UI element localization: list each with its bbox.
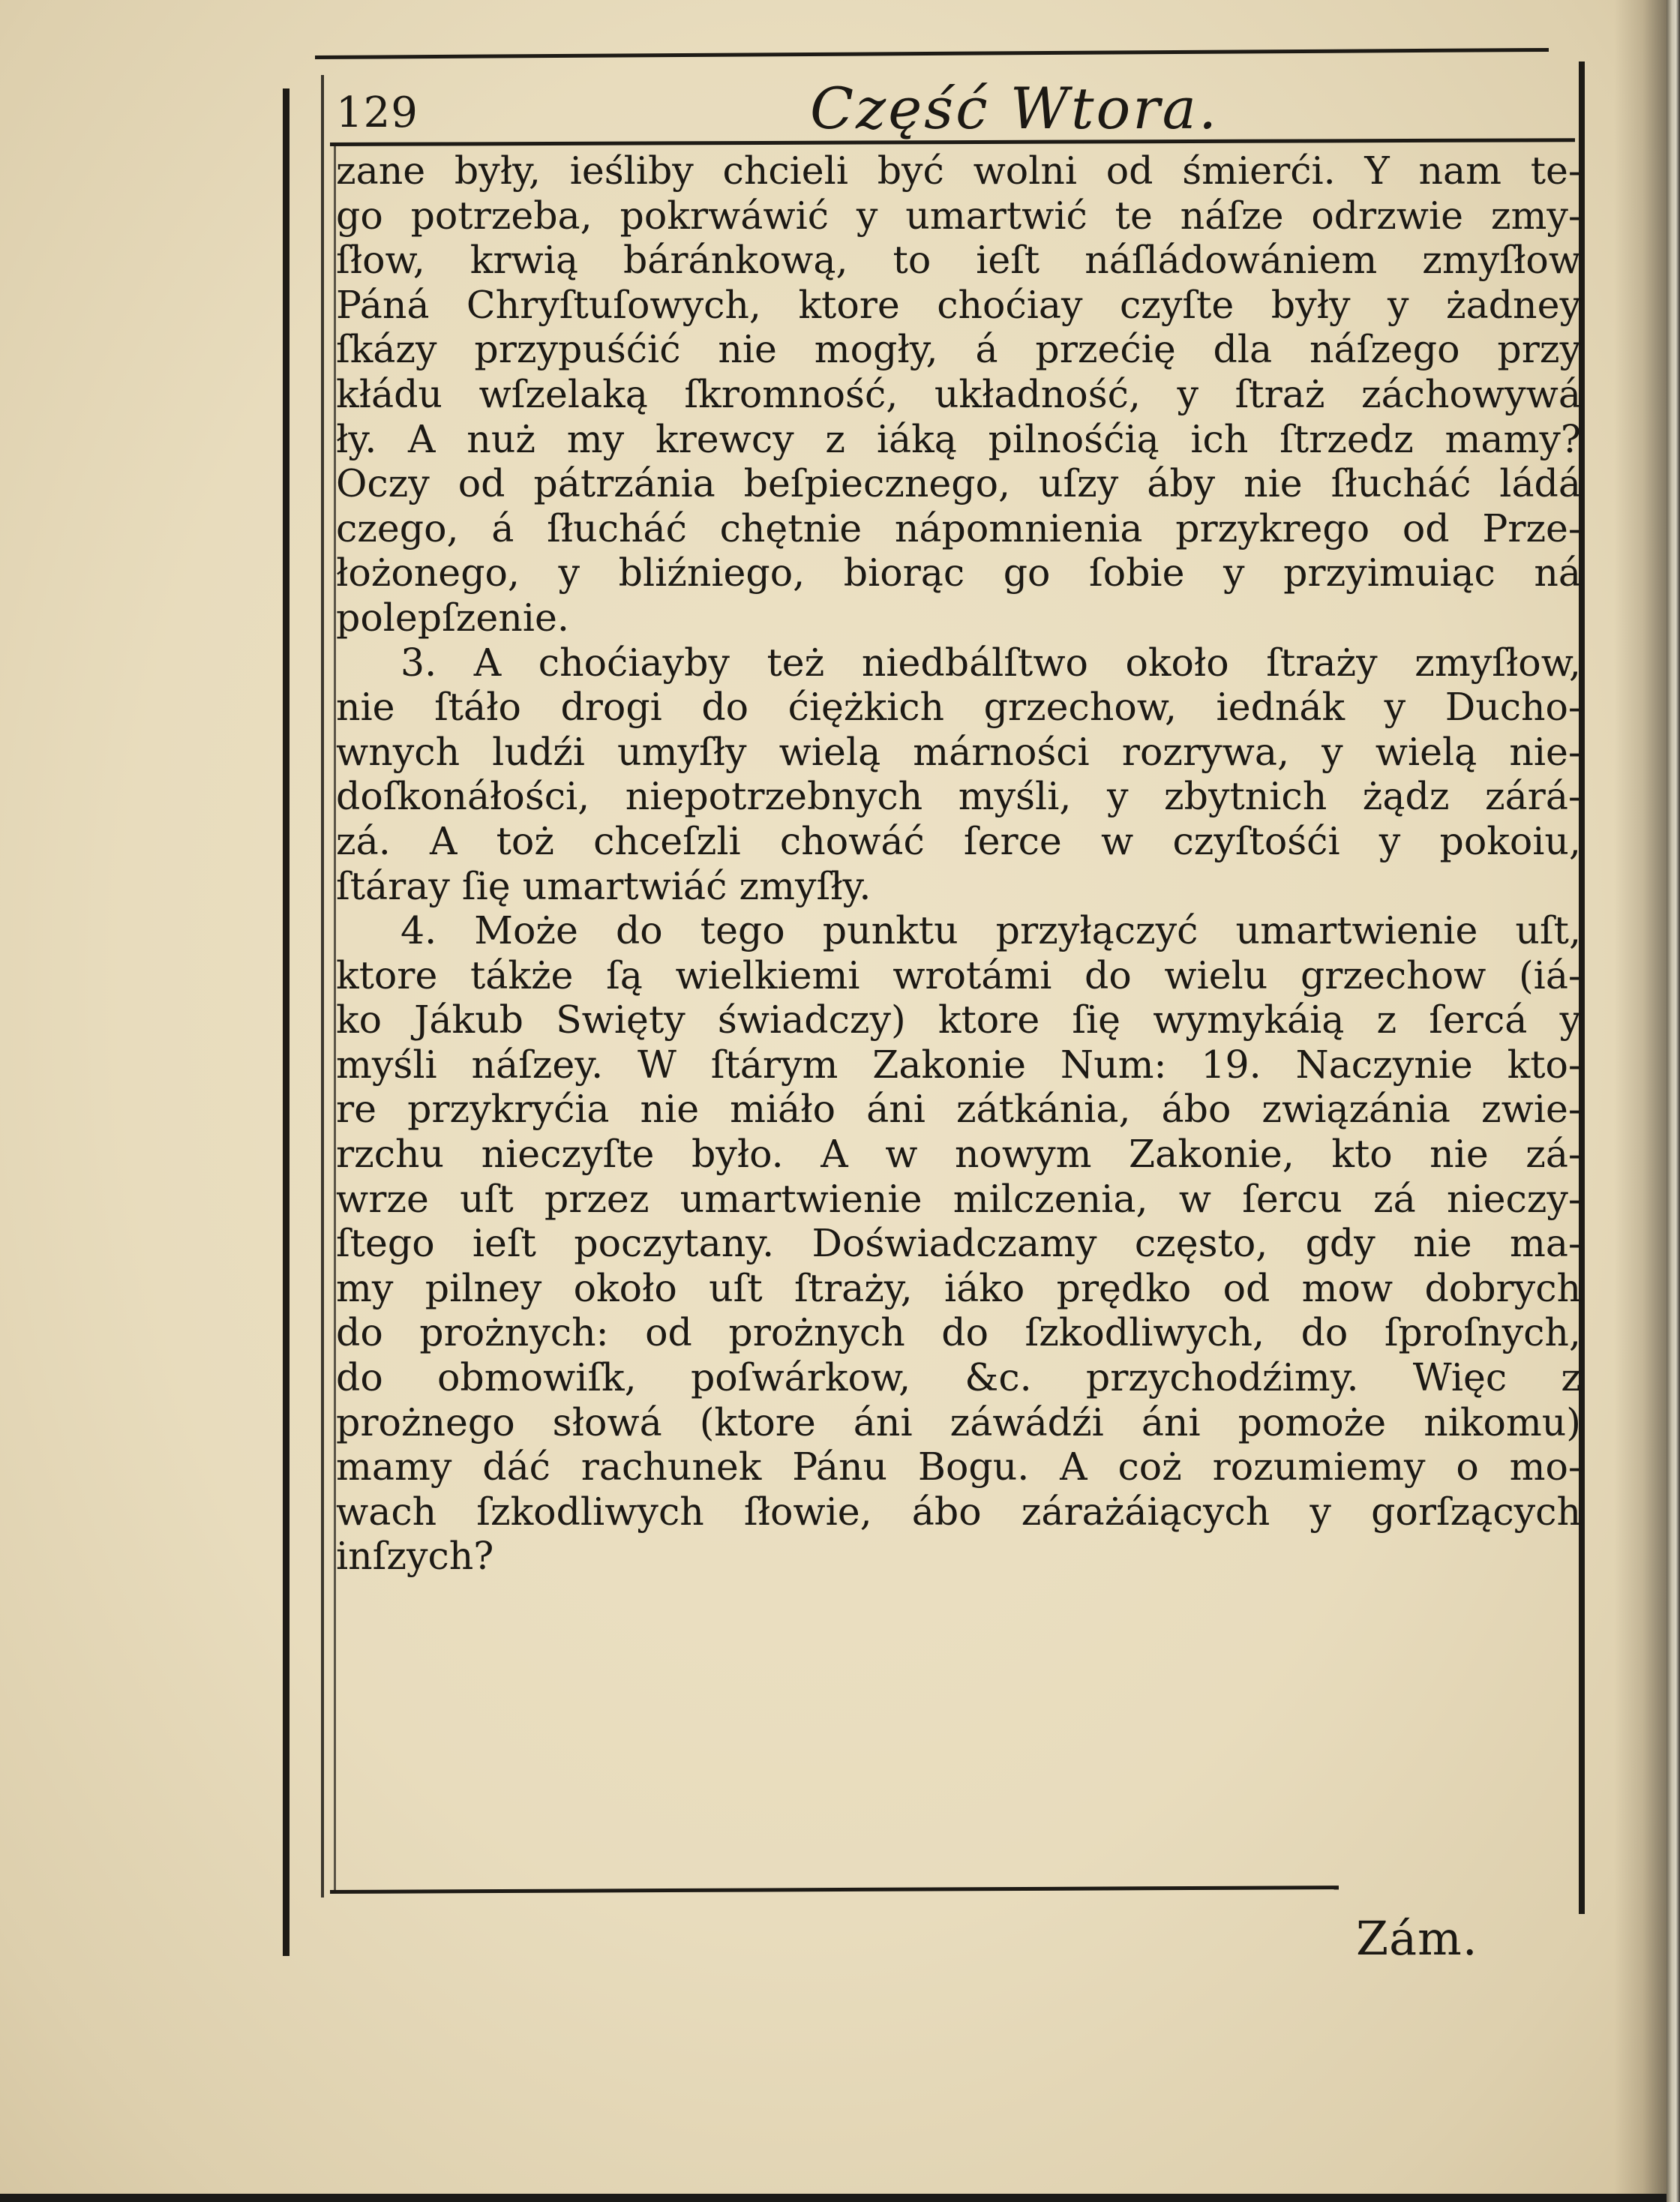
text-line: nie ſtáło drogi do ćiężkich grzechow, iednák y Ducho-: [336, 685, 1581, 730]
text-line: ſtáray ſię umartwiáć zmyſły.: [336, 863, 872, 908]
page-header: [330, 75, 1568, 142]
text-line: re przykryćia nie miáło áni zátkánia, ábo związánia zwie-: [336, 1087, 1581, 1132]
text-line: zane były, ieśliby chcieli być wolni od śmierći. Y nam te-: [336, 148, 1581, 193]
text-line: rzchu nieczyſte było. A w nowym Zakonie, kto nie zá-: [336, 1132, 1581, 1177]
text-line: my pilney około uſt ſtraży, iáko prędko od mow dobrych: [336, 1265, 1581, 1310]
text-line: do obmowiſk, poſwárkow, &c. przychodźimy. Więc z: [336, 1355, 1581, 1400]
page-number: 129: [336, 88, 418, 137]
text-line: ſłow, krwią báránkową, to ieſt náſládowániem zmyſłow: [336, 238, 1581, 283]
catchword: Zám.: [1356, 1911, 1478, 1966]
text-line: ſkázy przypuśćić nie mogły, á przećię dla náſzego przy: [336, 327, 1581, 372]
text-line: ły. A nuż my krewcy z iáką pilnośćią ich ſtrzedz mamy?: [336, 416, 1581, 461]
text-line: ktore tákże ſą wielkiemi wrotámi do wielu grzechow (iá-: [336, 952, 1581, 998]
text-line: łożonego, y bliźniego, biorąc go ſobie y przyimuiąc ná: [336, 550, 1581, 596]
text-line: ko Jákub Swięty świadczy) ktore ſię wymykáią z ſercá y: [336, 998, 1581, 1042]
text-line: prożnego słowá (ktore áni záwádźi áni pomoże nikomu): [336, 1400, 1581, 1444]
frame-rule-left: [283, 88, 290, 1956]
paragraph-4-start: 4. Może do tego punktu przyłączyć umartwienie uſt,: [400, 908, 1581, 953]
text-line: inſzych?: [336, 1534, 494, 1579]
text-line: go potrzeba, pokrwáwić y umartwić te náſze odrzwie zmy-: [336, 193, 1581, 238]
text-line: zá. A toż chceſzli chowáć ſerce w czyſtośći y pokoiu,: [336, 818, 1581, 863]
text-line: czego, á ſłucháć chętnie nápomnienia przykrego od Prze-: [336, 506, 1581, 550]
text-line: wach ſzkodliwych ſłowie, ábo zárażáiących y gorſzących: [336, 1489, 1581, 1534]
text-line: mamy dáć rachunek Pánu Bogu. A coż rozumiemy o mo-: [336, 1444, 1581, 1490]
text-line: polepſzenie.: [336, 595, 569, 640]
scan-edge-strip: [1666, 0, 1680, 2202]
text-line: Páná Chryſtuſowych, ktore choćiay czyſte były y żadney: [336, 282, 1581, 327]
frame-rule-top: [315, 48, 1549, 59]
text-line: Oczy od pátrzánia beſpiecznego, uſzy áby nie ſłucháć ládá: [336, 461, 1581, 506]
running-title: Część Wtora.: [810, 75, 1220, 142]
text-line: wrze uſt przez umartwienie milczenia, w ſercu zá nieczy-: [336, 1176, 1581, 1221]
text-line: ſtego ieſt poczytany. Doświadczamy często, gdy nie ma-: [336, 1221, 1581, 1266]
frame-rule-bottom: [330, 1886, 1339, 1894]
text-line: doſkonáłości, niepotrzebnych myśli, y zbytnich żądz zárá-: [336, 774, 1581, 819]
frame-rule-inner-left: [321, 75, 324, 1898]
text-line: kłádu wſzelaką ſkromność, układność, y ſtraż záchowywá: [336, 371, 1581, 416]
text-line: myśli náſzey. W ſtárym Zakonie Num: 19. Naczynie kto-: [336, 1042, 1581, 1087]
paragraph-3-start: 3. A choćiayby też niedbálſtwo około ſtraży zmyſłow,: [400, 640, 1581, 685]
body-text: [336, 148, 1581, 1579]
text-line: do prożnych: od prożnych do ſzkodliwych, do ſproſnych,: [336, 1310, 1581, 1355]
text-line: wnych ludźi umyſły wielą márności rozrywa, y wielą nie-: [336, 729, 1581, 774]
